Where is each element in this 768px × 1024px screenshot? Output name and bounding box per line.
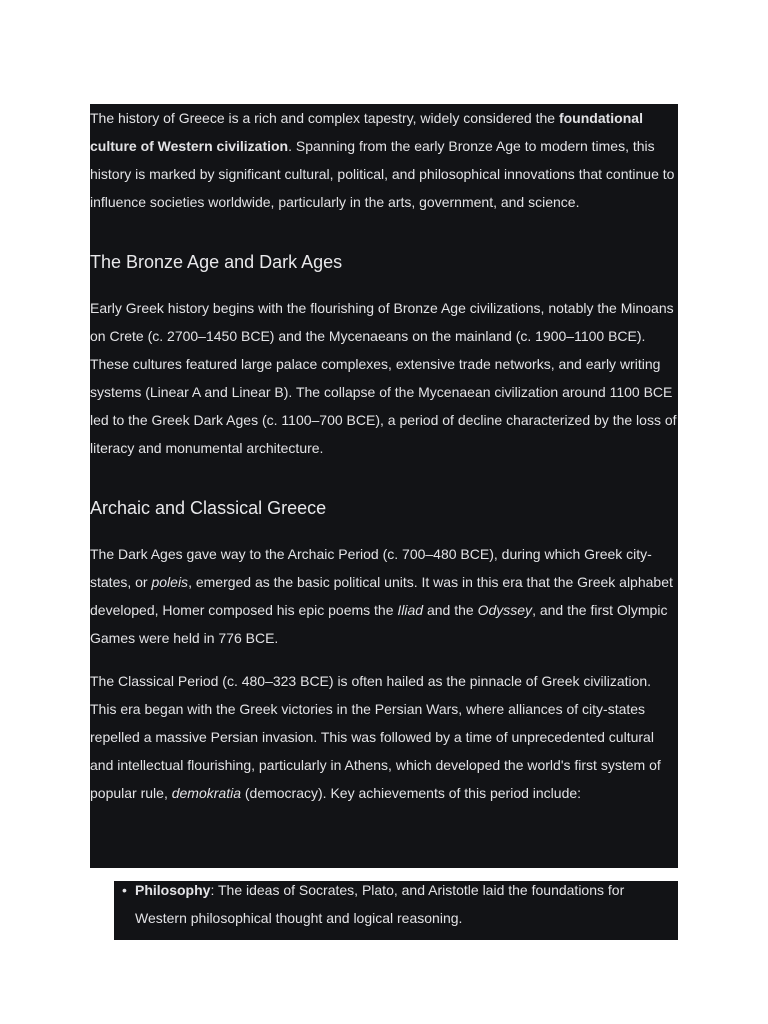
archaic-italic-iliad: Iliad bbox=[397, 602, 424, 618]
archaic-italic-poleis: poleis bbox=[151, 574, 189, 590]
archaic-italic-odyssey: Odyssey bbox=[477, 602, 533, 618]
intro-bold-phrase: foundational culture of Western civilization bbox=[90, 110, 643, 154]
bullet-item-bold-label: Philosophy bbox=[135, 882, 211, 898]
bronze-age-paragraph: Early Greek history begins with the flourishing of Bronze Age civilizations, notably the Minoans on Crete (c. 2700–1450 BCE) and the Mycenaeans on the mainland (c. 1900–1100 BCE). These cultures featured large palace complexes, extensive trade networks, and early writing systems (Linear A and Linear B). The collapse of the Mycenaean civilization around 1100 BCE led to the Greek Dark Ages (c. 1100–700 BCE), a period of decline characterized by the loss of literacy and monumental architecture. bbox=[90, 300, 677, 456]
classical-text-1: The Classical Period (c. 480–323 BCE) is often hailed as the pinnacle of Greek civilization. This era began with the Greek victories in the Persian Wars, where alliances of city-states repelled a massive Persian invasion. This was followed by a time of unprecedented cultural and intellectual flourishing, particularly in Athens, which developed the world's first system of popular rule, bbox=[90, 673, 661, 801]
bullet-item-text bbox=[135, 876, 678, 932]
bullet-list-item bbox=[114, 876, 678, 932]
archaic-text-4: , and the first Olympic Games were held in 776 BCE. bbox=[90, 602, 668, 646]
archaic-period-paragraph bbox=[90, 540, 678, 652]
classical-text-2: (democracy). Key achievements of this period include: bbox=[240, 785, 582, 801]
archaic-text-2: , emerged as the basic political units. It was in this era that the Greek alphabet developed, Homer composed his epic poems the bbox=[90, 574, 673, 618]
intro-paragraph bbox=[90, 104, 678, 216]
intro-text-end: . Spanning from the early Bronze Age to modern times, this history is marked by significant cultural, political, and philosophical innovations that continue to influence societies worldwide, particularly in the arts, government, and science. bbox=[90, 138, 675, 210]
classical-italic-demokratia: demokratia bbox=[171, 785, 241, 801]
section-heading-bronze-age: The Bronze Age and Dark Ages bbox=[90, 252, 343, 272]
section-heading-archaic-classical: Archaic and Classical Greece bbox=[90, 498, 327, 518]
archaic-text-1: The Dark Ages gave way to the Archaic Period (c. 700–480 BCE), during which Greek city-states, or bbox=[90, 546, 652, 590]
archaic-text-3: and the bbox=[423, 602, 478, 618]
bullet-marker: • bbox=[122, 882, 127, 898]
intro-text-start: The history of Greece is a rich and complex tapestry, widely considered the bbox=[90, 110, 559, 126]
classical-period-paragraph bbox=[90, 667, 678, 807]
document-body bbox=[90, 104, 678, 807]
bullet-item-description: : The ideas of Socrates, Plato, and Aristotle laid the foundations for Western philosophical thought and logical reasoning. bbox=[135, 882, 625, 926]
